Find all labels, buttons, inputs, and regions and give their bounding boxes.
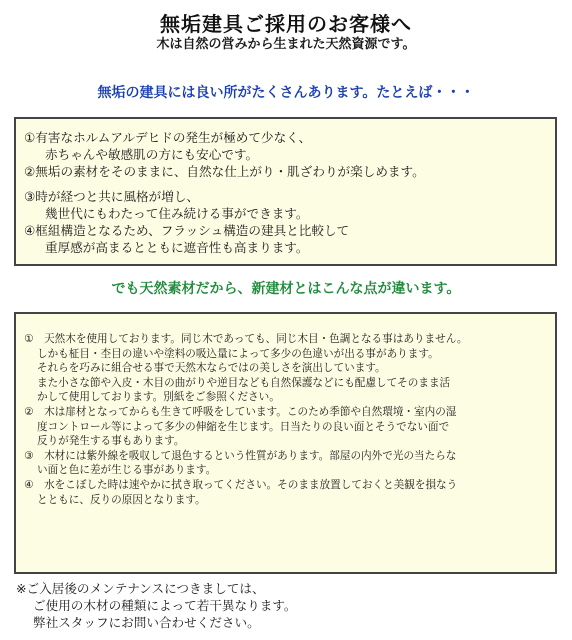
caution-1-line-1: ① 天然木を使用しております。同じ木であっても、同じ木目・色調となる事はありません。 (24, 333, 468, 345)
merits-box (14, 117, 557, 266)
caution-1-line-2: しかも柾目・杢目の違いや塗料の吸込量によって多少の色違いが出る事があります。 (37, 347, 439, 360)
caution-item-3 (24, 449, 547, 478)
section2-heading: でも天然素材だから、新建材とはこんな点が違います。 (111, 281, 461, 297)
note-line-3: 弊社スタッフにお問い合わせください。 (33, 615, 260, 630)
merit-2-line-1: ②無垢の素材をそのままに、自然な仕上がり・肌ざわりが楽しめます。 (24, 164, 425, 179)
maintenance-note (16, 580, 296, 631)
merit-3-line-2: 幾世代にもわたって住み続ける事ができます。 (45, 206, 309, 221)
notes-box (14, 312, 557, 574)
section1-heading: 無垢の建具には良い所がたくさんあります。たとえば・・・ (97, 85, 475, 101)
merit-item-4 (24, 222, 547, 256)
page-title: 無垢建具ご採用のお客様へ (160, 12, 412, 36)
merit-3-line-1: ③時が経つと共に風格が増し、 (24, 189, 200, 204)
caution-1-line-3: それらを巧みに組合せる事で天然木ならではの美しさを演出しています。 (37, 362, 386, 375)
caution-item-2 (24, 405, 547, 449)
caution-3-line-1: ③ 木材には紫外線を吸収して退色するという性質があります。部屋の内外で光の当たらな (24, 449, 457, 462)
page-subtitle: 木は自然の営みから生まれた天然資源です。 (156, 37, 416, 52)
merit-item-1 (24, 129, 547, 163)
merit-item-3 (24, 188, 547, 222)
merit-4-line-1: ④框組構造となるため、フラッシュ構造の建具と比較して (24, 223, 350, 238)
caution-4-line-1: ④ 水をこぼした時は速やかに拭き取ってください。そのまま放置しておくと美観を損なう (24, 478, 458, 491)
merit-1-line-1: ①有害なホルムアルデヒドの発生が極めて少なく、 (24, 130, 312, 145)
caution-2-line-3: 反りが発生する事もあります。 (37, 435, 185, 448)
merit-1-line-2: 赤ちゃんや敏感肌の方にも安心です。 (45, 147, 259, 162)
caution-2-line-2: 度コントロール等によって多少の伸縮を生じます。日当たりの良い面とそうでない面で (37, 420, 450, 433)
caution-1-line-5: かして使用しております。別紙をご参照ください。 (37, 391, 280, 404)
merit-item-2 (24, 163, 547, 180)
note-line-1: ※ご入居後のメンテナンスにつきましては、 (16, 581, 265, 596)
caution-3-line-2: い面と色に差が生じる事があります。 (37, 464, 217, 477)
caution-4-line-2: とともに、反りの原因となります。 (37, 493, 206, 506)
caution-item-1 (24, 332, 547, 405)
caution-2-line-1: ② 木は扉材となってからも生きて呼吸をしています。このため季節や自然環境・室内の湿 (24, 405, 457, 418)
note-line-2: ご使用の木材の種類によって若干異なります。 (33, 598, 297, 613)
caution-1-line-4: また小さな節や入皮・木目の曲がりや逆目なども自然保護などにも配慮してそのまま活 (37, 376, 451, 389)
caution-item-4 (24, 478, 547, 507)
merit-4-line-2: 重厚感が高まるとともに遮音性も高まります。 (45, 240, 309, 255)
